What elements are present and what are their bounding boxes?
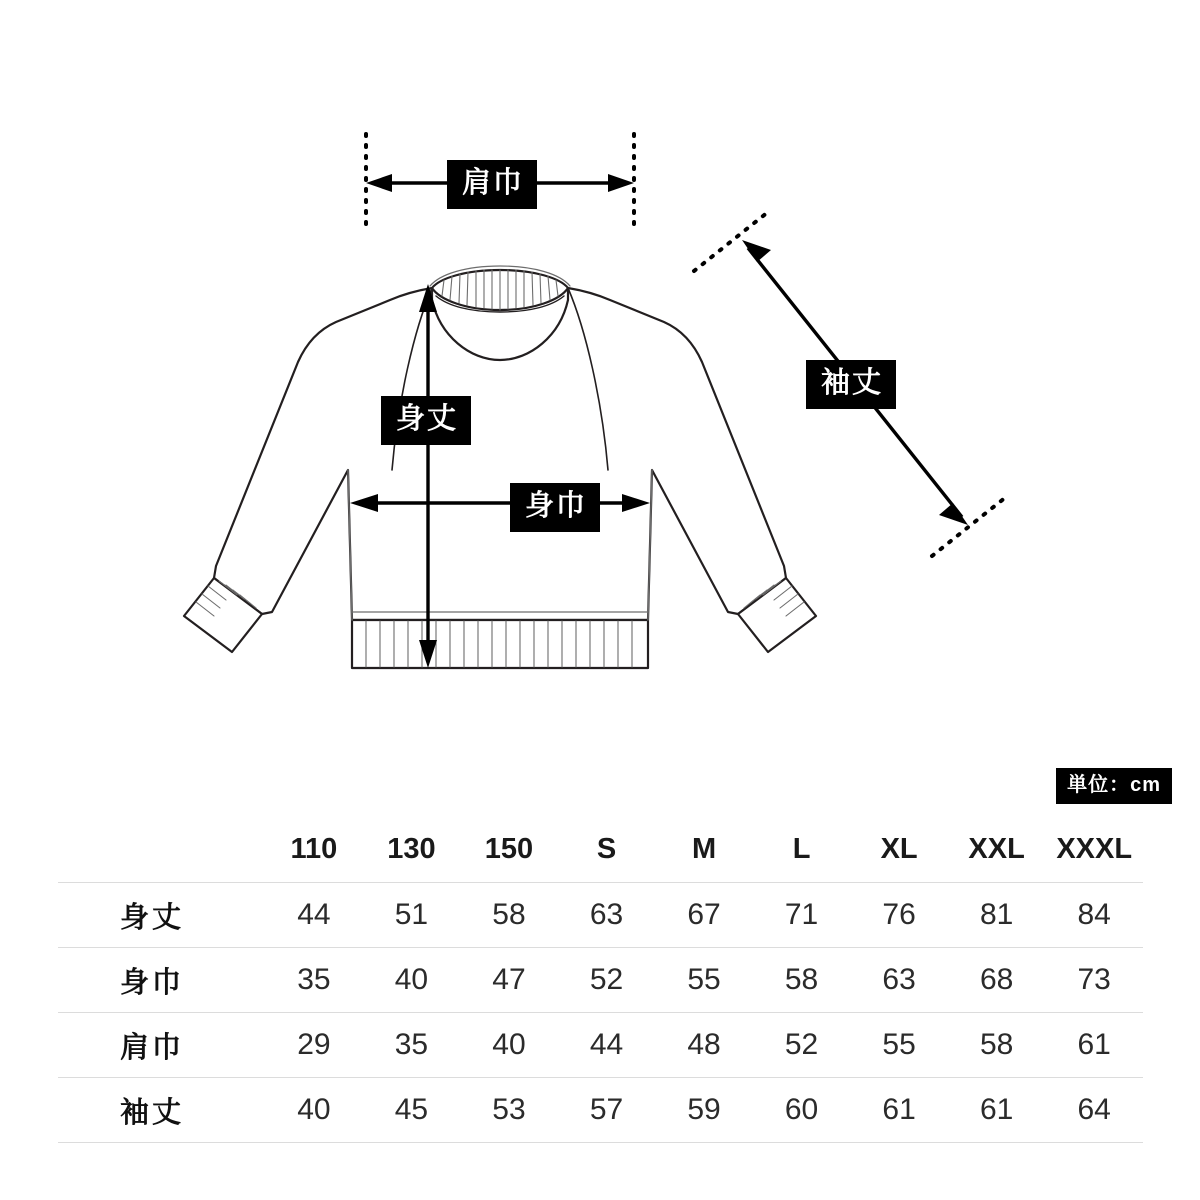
size-header-m: M: [691, 832, 717, 865]
cell-body-length-110: 44: [297, 898, 331, 931]
cell-body-length-xl: 76: [882, 898, 916, 931]
cell-body-width-s: 52: [589, 963, 624, 996]
size-header-xl: XL: [880, 832, 918, 865]
label-shoulder-width: 肩巾: [447, 160, 537, 209]
cell-shoulder-width-xxxl: 61: [1077, 1028, 1111, 1061]
size-table: [58, 816, 1143, 1143]
cell-sleeve-length-m: 59: [687, 1093, 721, 1126]
cell-shoulder-width-110: 29: [297, 1028, 331, 1061]
cell-body-length-m: 67: [687, 898, 721, 931]
cell-shoulder-width-150: 40: [492, 1028, 526, 1061]
cell-sleeve-length-xxl: 61: [979, 1093, 1014, 1126]
row-label-body-length: 身丈: [120, 901, 185, 934]
row-label-body-width: 身巾: [120, 966, 185, 999]
table-corner-header: [58, 816, 265, 883]
cell-sleeve-length-110: 40: [297, 1093, 331, 1126]
cell-shoulder-width-s: 44: [589, 1028, 624, 1061]
cell-sleeve-length-s: 57: [589, 1093, 624, 1126]
cell-sleeve-length-l: 60: [784, 1093, 819, 1126]
cell-body-length-xxxl: 84: [1077, 898, 1111, 931]
table-row: [58, 883, 1143, 948]
cell-sleeve-length-xxxl: 64: [1077, 1093, 1111, 1126]
cell-body-width-xxxl: 73: [1077, 963, 1111, 996]
cell-body-width-xxl: 68: [979, 963, 1014, 996]
cell-shoulder-width-m: 48: [687, 1028, 721, 1061]
table-row: [58, 1013, 1143, 1078]
size-header-l: L: [792, 832, 811, 865]
table-row: [58, 948, 1143, 1013]
row-label-sleeve-length: 袖丈: [120, 1096, 185, 1129]
size-table-container: [58, 816, 1143, 1143]
size-header-xxl: XXL: [968, 832, 1025, 865]
size-header-150: 150: [484, 832, 534, 865]
table-row: [58, 1078, 1143, 1143]
cell-body-width-l: 58: [784, 963, 819, 996]
cell-shoulder-width-l: 52: [784, 1028, 819, 1061]
cell-body-width-xl: 63: [882, 963, 916, 996]
unit-badge: 単位：cm: [1056, 768, 1172, 804]
cell-shoulder-width-130: 35: [394, 1028, 429, 1061]
cell-shoulder-width-xxl: 58: [979, 1028, 1014, 1061]
cell-sleeve-length-130: 45: [394, 1093, 429, 1126]
cell-body-length-xxl: 81: [979, 898, 1014, 931]
table-header-row: [58, 816, 1143, 883]
size-header-s: S: [596, 832, 617, 865]
cell-body-length-150: 58: [492, 898, 526, 931]
label-body-width: 身巾: [510, 483, 600, 532]
size-header-130: 130: [387, 832, 436, 865]
cell-body-length-130: 51: [394, 898, 429, 931]
cell-body-width-130: 40: [394, 963, 429, 996]
cell-body-width-150: 47: [492, 963, 526, 996]
cell-sleeve-length-150: 53: [492, 1093, 526, 1126]
cell-body-width-m: 55: [687, 963, 721, 996]
size-header-110: 110: [290, 832, 338, 865]
label-body-length: 身丈: [381, 396, 471, 445]
cell-shoulder-width-xl: 55: [882, 1028, 916, 1061]
label-sleeve-length: 袖丈: [806, 360, 896, 409]
cell-body-width-110: 35: [297, 963, 331, 996]
size-header-xxxl: XXXL: [1056, 832, 1133, 865]
cell-body-length-l: 71: [784, 898, 819, 931]
cell-body-length-s: 63: [589, 898, 624, 931]
cell-sleeve-length-xl: 61: [882, 1093, 916, 1126]
row-label-shoulder-width: 肩巾: [120, 1031, 185, 1064]
